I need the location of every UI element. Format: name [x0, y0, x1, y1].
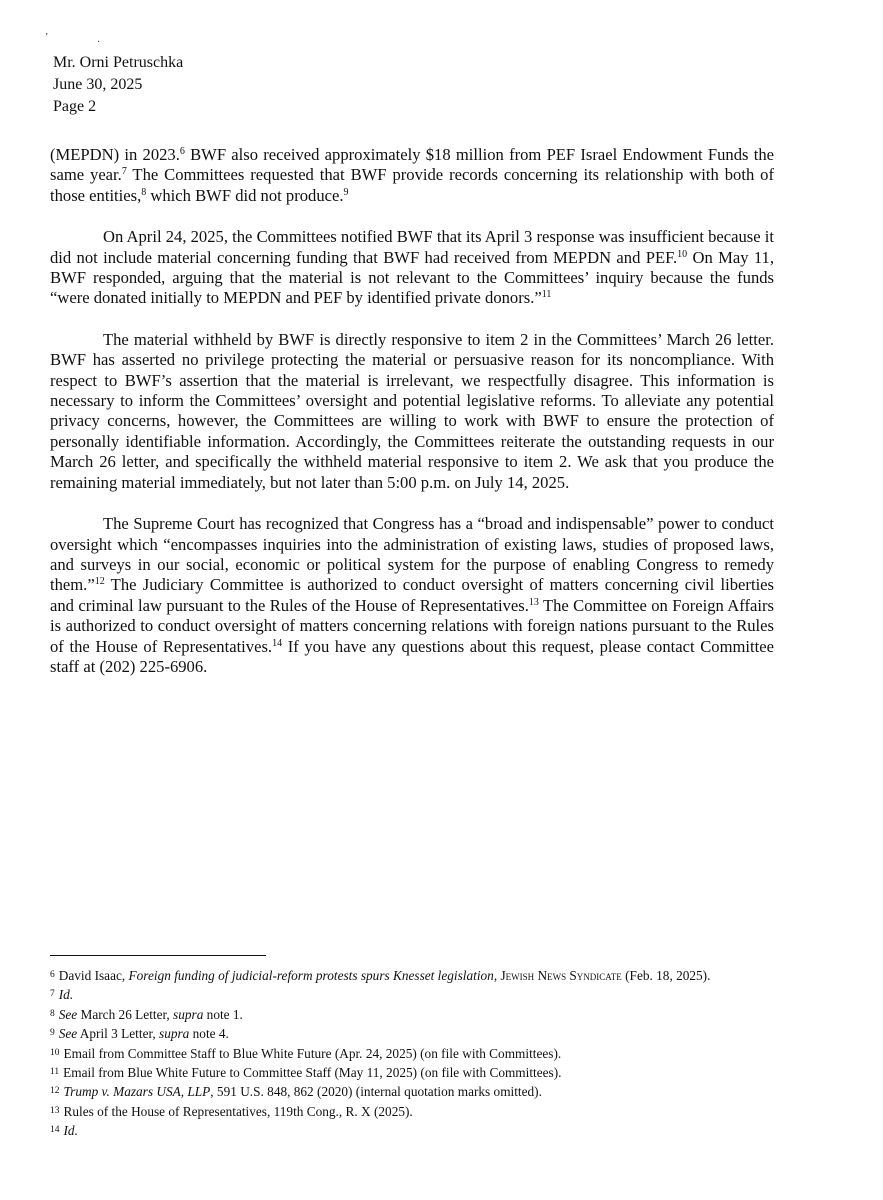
recipient-name: Mr. Orni Petruschka: [53, 54, 184, 71]
footnote-14: $^{14}$ Id.: [50, 1123, 78, 1139]
footnote-ref: 14: [272, 637, 283, 649]
footnote-divider: [50, 955, 266, 956]
footnote-ref: 12: [94, 576, 105, 588]
footnote-ref: 8: [141, 186, 147, 198]
footnotes: [50, 967, 790, 1142]
footnote-6: $^6$ David Isaac, Foreign funding of judicial-reform protests spurs Knesset legislation, Jewish News Syndicate (Feb. 18, 2025).: [50, 968, 711, 983]
letter-header: [53, 52, 183, 118]
footnote-ref: 10: [677, 248, 688, 260]
footnote-ref: 11: [541, 289, 552, 301]
letter-body: [50, 145, 774, 698]
letter-date: June 30, 2025: [53, 76, 143, 93]
footnote-ref: 7: [121, 166, 127, 178]
footnote-13: $^{13}$ Rules of the House of Representatives, 119th Cong., R. X (2025).: [50, 1103, 413, 1119]
paragraph-4: The Supreme Court has recognized that Congress has a “broad and indispensable” power to conduct oversight which “encompasses inquiries into the administration of existing laws, studies of proposed laws, and surveys in our social, economic or political system for the purpose of enabling Congress to remedy them.”$^{12}$ The Judiciary Committee is authorized to conduct oversight of matters concerning civil liberties and criminal law pursuant to the Rules of the House of Representatives.$^{13}$ The Committee on Foreign Affairs is authorized to conduct oversight of matters concerning relations with foreign nations pursuant to the Rules of the House of Representatives.$^{14}$ If you have any questions about this request, please contact Committee staff at (202) 225-6906.: [50, 514, 774, 676]
footnote-ref: 6: [179, 146, 185, 157]
footnote-9: $^9$ See April 3 Letter, supra note 4.: [50, 1026, 229, 1042]
scan-speck: ·: [97, 37, 101, 48]
footnote-12: $^{12}$ Trump v. Mazars USA, LLP, 591 U.S. 848, 862 (2020) (internal quotation marks omitted).: [50, 1084, 542, 1100]
footnote-10: $^{10}$ Email from Committee Staff to Blue White Future (Apr. 24, 2025) (on file with Committees).: [50, 1045, 562, 1061]
footnote-7: $^7$ Id.: [50, 987, 74, 1003]
page-number: Page 2: [53, 98, 97, 115]
footnote-ref: 9: [343, 186, 349, 198]
paragraph-3: The material withheld by BWF is directly responsive to item 2 in the Committees’ March 26 letter. BWF has asserted no privilege protecting the material or persuasive reason for its noncompliance. With respect to BWF’s assertion that the material is irrelevant, we respectfully disagree. This information is necessary to inform the Committees’ oversight and potential legislative reforms. To alleviate any potential privacy concerns, however, the Committees are willing to work with BWF to ensure the protection of personally identifiable information. Accordingly, the Committees reiterate the outstanding requests in our March 26 letter, and specifically the withheld material responsive to item 2. We ask that you produce the remaining material immediately, but not later than 5:00 p.m. on July 14, 2025.: [50, 329, 774, 492]
paragraph-1: (MEPDN) in 2023.$^6$ BWF also received approximately $18 million from PEF Israel Endowment Funds the same year.$^7$ The Committees requested that BWF provide records concerning its relationship with both of those entities,$^8$ which BWF did not produce.$^9$: [50, 145, 774, 205]
footnote-ref: 13: [528, 596, 539, 608]
paragraph-2: On April 24, 2025, the Committees notified BWF that its April 3 response was insufficient because it did not include material concerning funding that BWF had received from MEPDN and PEF.$^{10}$ On May 11, BWF responded, arguing that the material is not relevant to the Committees’ inquiry because the funds “were donated initially to MEPDN and PEF by identified private donors.”$^{11}$: [50, 227, 774, 308]
footnote-8: $^8$ See March 26 Letter, supra note 1.: [50, 1006, 243, 1022]
footnote-11: $^{11}$ Email from Blue White Future to Committee Staff (May 11, 2025) (on file with Committees).: [50, 1065, 562, 1081]
scan-speck: ’: [45, 32, 49, 43]
